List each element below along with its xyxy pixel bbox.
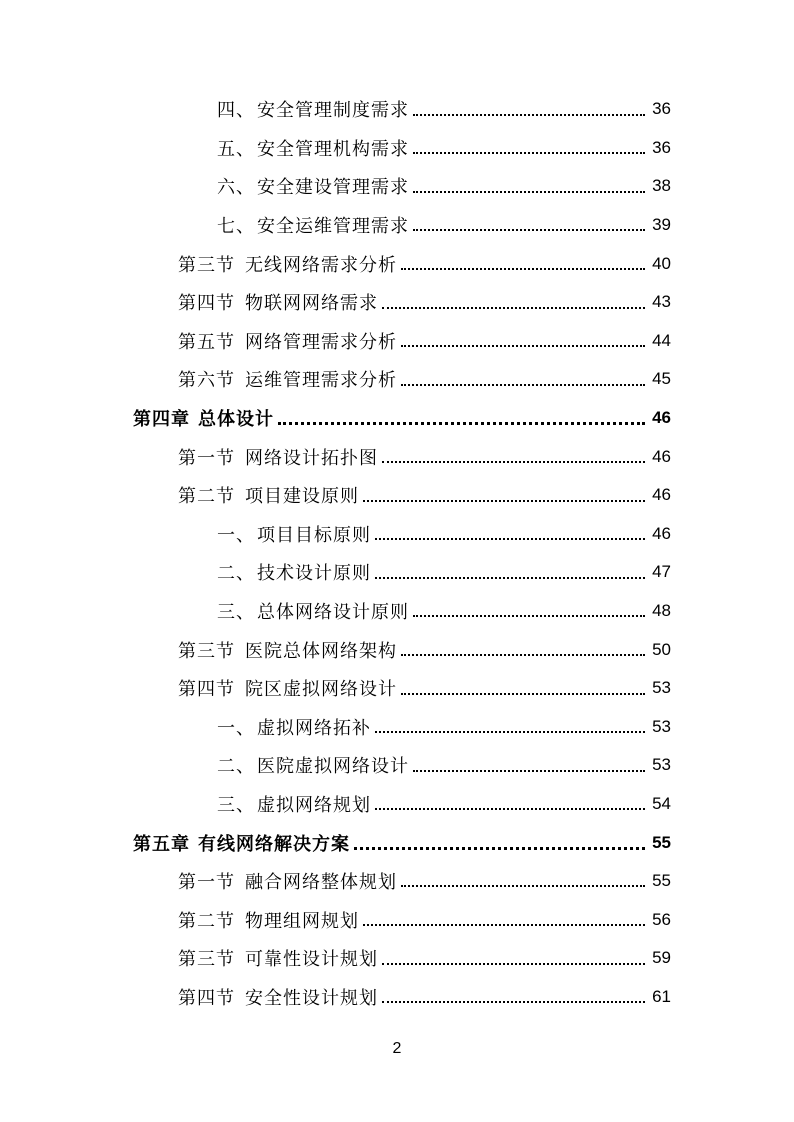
- toc-chapter-entry[interactable]: [133, 823, 671, 862]
- toc-chapter-entry[interactable]: [133, 399, 671, 438]
- toc-entry-prefix: 七、: [217, 216, 255, 238]
- toc-entry-page: 46: [652, 523, 671, 543]
- toc-entry-title: 网络设计拓扑图: [245, 447, 378, 469]
- toc-entry[interactable]: [217, 206, 671, 245]
- toc-entry-page: 56: [652, 909, 671, 929]
- toc-entry-title: 院区虚拟网络设计: [245, 679, 397, 701]
- toc-entry-prefix: 三、: [217, 602, 255, 624]
- toc-entry-page: 59: [652, 948, 671, 968]
- dot-leader: [382, 306, 645, 309]
- toc-entry-page: 46: [652, 485, 671, 505]
- toc-entry[interactable]: [217, 167, 671, 206]
- toc-entry-page: 45: [652, 369, 671, 389]
- page-number: 2: [392, 1040, 402, 1057]
- toc-entry-title: 安全管理机构需求: [257, 138, 409, 160]
- toc-entry-page: 46: [652, 446, 671, 466]
- toc-entry-title: 总体设计: [198, 409, 274, 431]
- toc-entry[interactable]: [217, 708, 671, 747]
- dot-leader: [401, 344, 645, 347]
- dot-leader: [401, 267, 645, 270]
- toc-entry-prefix: 第六节: [178, 370, 235, 392]
- toc-entry[interactable]: [178, 900, 671, 939]
- toc-entry-title: 虚拟网络规划: [257, 794, 371, 816]
- toc-entry-page: 55: [652, 871, 671, 891]
- toc-entry-title: 医院总体网络架构: [245, 640, 397, 662]
- toc-entry-title: 运维管理需求分析: [245, 370, 397, 392]
- toc-entry-title: 融合网络整体规划: [245, 872, 397, 894]
- toc-entry-prefix: 第五节: [178, 331, 235, 353]
- toc-entry-page: 54: [652, 793, 671, 813]
- toc-entry-prefix: 第二节: [178, 910, 235, 932]
- toc-entry-title: 技术设计原则: [257, 563, 371, 585]
- dot-leader: [401, 383, 645, 386]
- toc-entry-prefix: 五、: [217, 138, 255, 160]
- toc-entry-prefix: 第四章: [133, 409, 190, 431]
- dot-leader: [413, 190, 645, 193]
- toc-entry[interactable]: [217, 785, 671, 824]
- dot-leader: [413, 769, 645, 772]
- toc-entry-prefix: 第三节: [178, 640, 235, 662]
- dot-leader: [401, 653, 645, 656]
- toc-entry-title: 安全性设计规划: [245, 987, 378, 1009]
- dot-leader: [413, 151, 645, 154]
- toc-entry[interactable]: [178, 244, 671, 283]
- toc-entry-page: 40: [652, 253, 671, 273]
- toc-entry[interactable]: [217, 90, 671, 129]
- toc-entry-page: 53: [652, 678, 671, 698]
- dot-leader: [413, 614, 645, 617]
- dot-leader: [363, 923, 645, 926]
- toc-entry-prefix: 第五章: [133, 833, 190, 855]
- toc-entry-prefix: 第三节: [178, 254, 235, 276]
- toc-entry-prefix: 第一节: [178, 872, 235, 894]
- toc-entry-page: 53: [652, 716, 671, 736]
- toc-entry-prefix: 六、: [217, 177, 255, 199]
- toc-entry-title: 项目建设原则: [245, 486, 359, 508]
- dot-leader: [375, 730, 645, 733]
- toc-entry-page: 46: [652, 408, 671, 428]
- toc-entry-page: 44: [652, 330, 671, 350]
- toc-entry-page: 50: [652, 639, 671, 659]
- toc-entry-page: 53: [652, 755, 671, 775]
- toc-entry-title: 可靠性设计规划: [245, 949, 378, 971]
- toc-entry-page: 36: [652, 99, 671, 119]
- toc-entry[interactable]: [178, 978, 671, 1017]
- toc-entry-prefix: 一、: [217, 717, 255, 739]
- toc-entry-title: 项目目标原则: [257, 524, 371, 546]
- toc-entry-page: 61: [652, 986, 671, 1006]
- toc-entry-title: 安全管理制度需求: [257, 100, 409, 122]
- toc-entry-title: 医院虚拟网络设计: [257, 756, 409, 778]
- toc-entry-page: 38: [652, 176, 671, 196]
- toc-entry-title: 安全运维管理需求: [257, 216, 409, 238]
- toc-entry-prefix: 第三节: [178, 949, 235, 971]
- toc-entry[interactable]: [217, 746, 671, 785]
- dot-leader: [278, 421, 645, 425]
- toc-entry-title: 无线网络需求分析: [245, 254, 397, 276]
- toc-entry-title: 物联网网络需求: [245, 293, 378, 315]
- dot-leader: [382, 962, 645, 965]
- toc-entry-title: 物理组网规划: [245, 910, 359, 932]
- toc-entry-page: 47: [652, 562, 671, 582]
- toc-entry[interactable]: [178, 939, 671, 978]
- toc-entry[interactable]: [178, 862, 671, 901]
- dot-leader: [413, 113, 645, 116]
- toc-entry-prefix: 第一节: [178, 447, 235, 469]
- table-of-contents: [0, 90, 794, 1016]
- toc-entry[interactable]: [178, 669, 671, 708]
- toc-entry[interactable]: [178, 283, 671, 322]
- toc-entry-prefix: 二、: [217, 756, 255, 778]
- toc-entry-title: 有线网络解决方案: [198, 833, 350, 855]
- toc-entry-page: 48: [652, 601, 671, 621]
- toc-entry[interactable]: [178, 630, 671, 669]
- toc-entry-page: 36: [652, 137, 671, 157]
- dot-leader: [401, 884, 645, 887]
- dot-leader: [401, 692, 645, 695]
- toc-entry-title: 总体网络设计原则: [257, 602, 409, 624]
- toc-entry-prefix: 三、: [217, 794, 255, 816]
- toc-entry-prefix: 第四节: [178, 293, 235, 315]
- toc-entry-page: 39: [652, 215, 671, 235]
- toc-entry[interactable]: [178, 322, 671, 361]
- toc-entry-page: 55: [652, 832, 671, 852]
- toc-entry-page: 43: [652, 292, 671, 312]
- toc-entry-title: 网络管理需求分析: [245, 331, 397, 353]
- dot-leader: [382, 1000, 645, 1003]
- toc-entry[interactable]: [217, 592, 671, 631]
- dot-leader: [382, 460, 645, 463]
- toc-entry-prefix: 第二节: [178, 486, 235, 508]
- toc-entry-prefix: 第四节: [178, 987, 235, 1009]
- toc-entry-prefix: 一、: [217, 524, 255, 546]
- toc-entry[interactable]: [217, 129, 671, 168]
- dot-leader: [354, 846, 645, 850]
- toc-entry[interactable]: [178, 437, 671, 476]
- toc-entry[interactable]: [178, 476, 671, 515]
- toc-entry-title: 安全建设管理需求: [257, 177, 409, 199]
- dot-leader: [413, 228, 645, 231]
- toc-entry-prefix: 第四节: [178, 679, 235, 701]
- dot-leader: [375, 537, 645, 540]
- dot-leader: [363, 499, 645, 502]
- toc-entry-prefix: 二、: [217, 563, 255, 585]
- toc-entry[interactable]: [217, 553, 671, 592]
- toc-entry-title: 虚拟网络拓补: [257, 717, 371, 739]
- dot-leader: [375, 807, 645, 810]
- dot-leader: [375, 576, 645, 579]
- toc-entry[interactable]: [217, 515, 671, 554]
- toc-entry[interactable]: [178, 360, 671, 399]
- toc-entry-prefix: 四、: [217, 100, 255, 122]
